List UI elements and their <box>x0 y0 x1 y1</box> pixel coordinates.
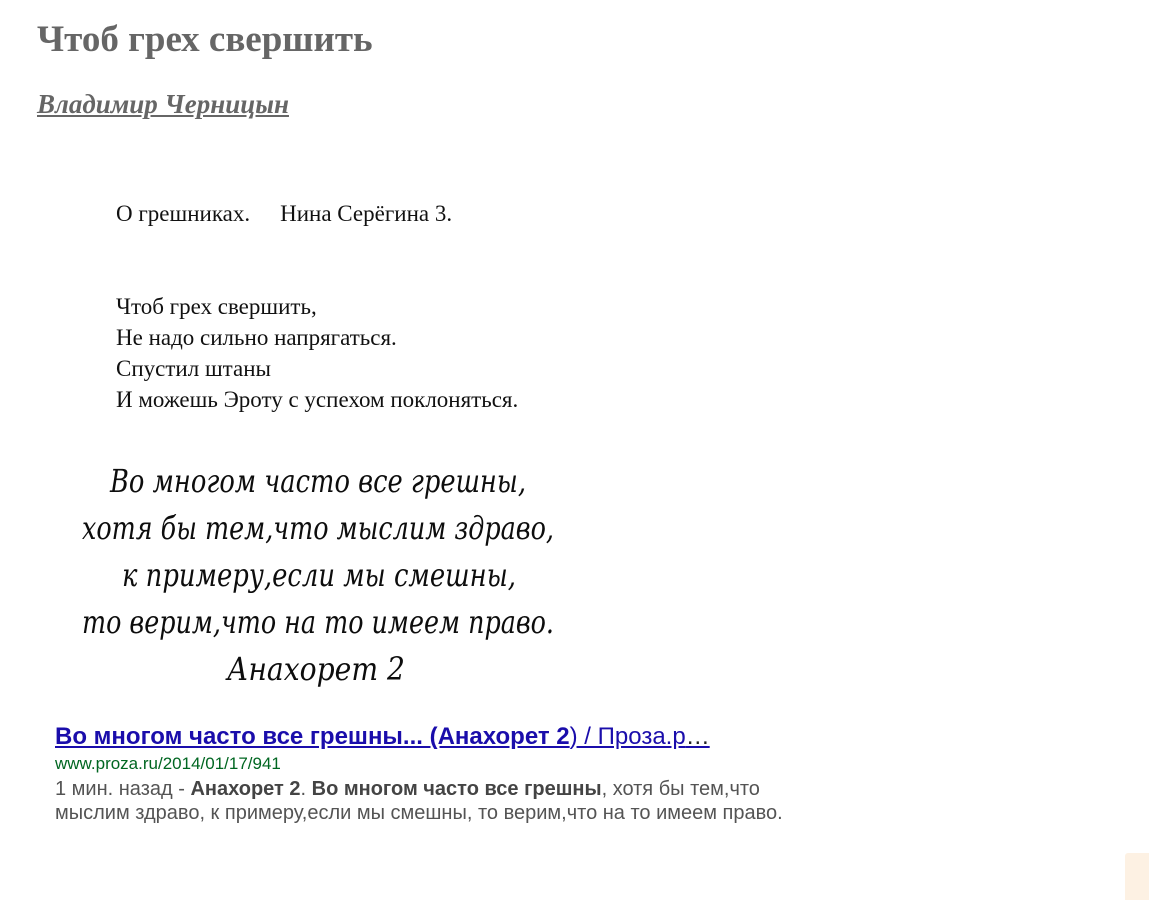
result-title-link[interactable] <box>55 720 825 753</box>
intro-reference: Нина Серёгина 3. <box>280 201 453 226</box>
result-url: www.proza.ru/2014/01/17/941 <box>55 754 281 773</box>
result-snippet <box>55 777 825 825</box>
poem-line: Чтоб грех свершить, <box>116 294 317 319</box>
result-title-ellipsis: … <box>685 723 710 750</box>
quote-signature: Анахорет 2 <box>225 650 405 688</box>
quote-line: к примеру,если мы смешны, <box>122 556 516 594</box>
intro-topic: О грешниках. <box>116 201 251 226</box>
quote-line: Во многом часто все грешны, <box>109 462 527 500</box>
result-title-rest: ) / Проза.р <box>569 723 686 750</box>
snippet-sep: . <box>300 778 312 800</box>
poem-line: Спустил штаны <box>116 356 271 381</box>
quote-line: то верим,что на то имеем право. <box>82 603 554 641</box>
quote-line: хотя бы тем,что мыслим здраво, <box>82 509 554 547</box>
snippet-bold: Во многом часто все грешны <box>311 778 602 800</box>
snippet-time: 1 мин. назад - <box>55 778 191 800</box>
author-link[interactable]: Владимир Черницын <box>37 89 289 119</box>
search-result <box>55 720 825 825</box>
poem-body <box>116 291 518 415</box>
result-title-bold: Во многом часто все грешны... (Анахорет 2 <box>55 723 570 750</box>
corner-widget[interactable] <box>1125 853 1149 900</box>
page-title: Чтоб грех свершить <box>37 19 373 60</box>
snippet-bold: Анахорет 2 <box>190 778 301 800</box>
poem-line: Не надо сильно напрягаться. <box>116 325 397 350</box>
quote-image <box>60 452 580 697</box>
poem-intro <box>116 198 452 229</box>
poem-line: И можешь Эроту с успехом поклоняться. <box>116 387 519 412</box>
snippet-tail: , хотя бы тем,что мыслим здраво, к примеру,если мы смешны, то верим,что на то имеем право. <box>55 778 783 824</box>
